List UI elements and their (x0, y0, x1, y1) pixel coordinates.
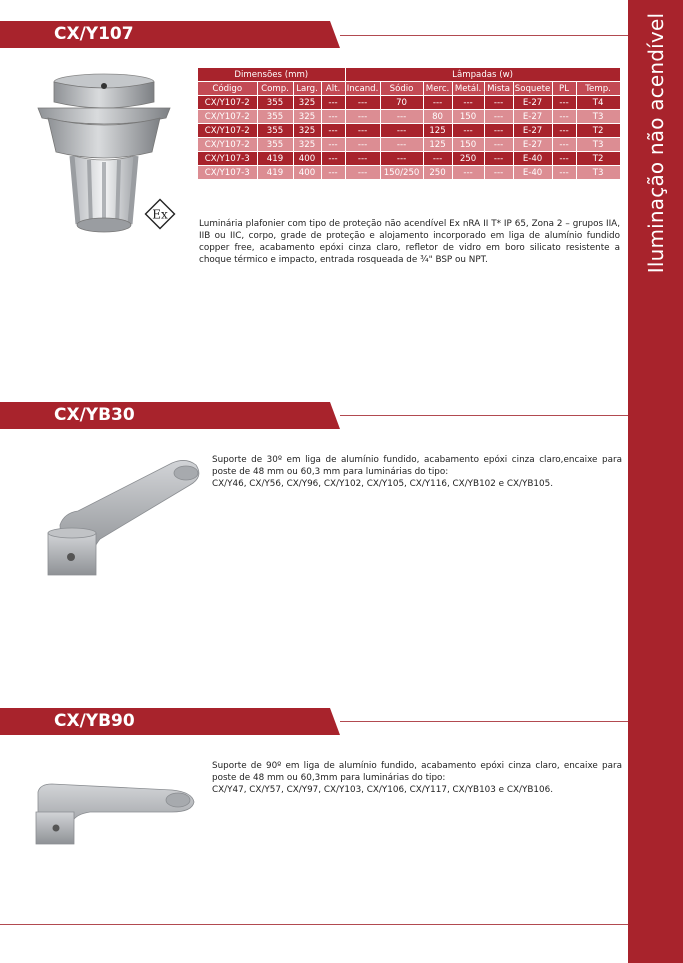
table-cell: --- (321, 138, 345, 152)
table-cell: E-27 (513, 110, 552, 124)
table-cell: --- (484, 96, 513, 110)
table-cell: --- (552, 152, 576, 166)
column-header: Larg. (293, 82, 321, 96)
table-cell: --- (452, 96, 484, 110)
column-header: PL (552, 82, 576, 96)
table-cell: 400 (293, 152, 321, 166)
table-header-row (198, 82, 620, 96)
table-cell: 419 (257, 166, 293, 180)
table-cell: --- (552, 138, 576, 152)
table-cell: --- (380, 124, 423, 138)
table-cell: T2 (576, 124, 620, 138)
table-row (198, 152, 620, 166)
table-cell: --- (321, 166, 345, 180)
table-cell: 125 (423, 124, 452, 138)
table-cell: 70 (380, 96, 423, 110)
table-cell: --- (345, 110, 380, 124)
table-row (198, 124, 620, 138)
table-cell: --- (452, 124, 484, 138)
table-cell: --- (423, 152, 452, 166)
table-cell: --- (552, 96, 576, 110)
column-header: Merc. (423, 82, 452, 96)
description-cx-y107 (199, 218, 620, 266)
table-cell: 150 (452, 110, 484, 124)
table-cell: T4 (576, 96, 620, 110)
table-cell: 80 (423, 110, 452, 124)
table-cell: CX/Y107-2 (198, 138, 257, 152)
table-cell: 419 (257, 152, 293, 166)
table-cell: 355 (257, 110, 293, 124)
section-title-cx-yb90: CX/YB90 (0, 708, 340, 735)
table-cell: CX/Y107-2 (198, 110, 257, 124)
table-cell: CX/Y107-2 (198, 96, 257, 110)
table-cell: --- (552, 110, 576, 124)
table-cell: --- (484, 152, 513, 166)
section-title-cx-y107: CX/Y107 (0, 21, 340, 48)
table-cell: --- (484, 124, 513, 138)
table-cell: --- (345, 166, 380, 180)
table-group-header-row (198, 68, 620, 82)
table-cell: --- (321, 152, 345, 166)
column-header: Temp. (576, 82, 620, 96)
table-cell: T3 (576, 110, 620, 124)
column-header: Alt. (321, 82, 345, 96)
description-text: Luminária plafonier com tipo de proteção não acendível Ex nRA II T* IP 65, Zona 2 – grupos IIA, IIB ou IIC, corpo, grade de proteção e alojamento incorporado em liga de alumínio fundido copper free, acabamento epóxi cinza claro, refletor de vidro em boro silicato resistente a choque térmico e impacto, entrada rosqueada de ¾" BSP ou NPT. (199, 219, 620, 265)
column-header: Comp. (257, 82, 293, 96)
column-header: Sódio (380, 82, 423, 96)
footer-rule (0, 924, 628, 925)
table-cell: --- (552, 124, 576, 138)
compatible-models: CX/Y47, CX/Y57, CX/Y97, CX/Y103, CX/Y106, CX/Y117, CX/YB103 e CX/YB106. (212, 785, 554, 795)
table-cell: CX/Y107-2 (198, 124, 257, 138)
table-cell: T3 (576, 138, 620, 152)
column-header: Soquete (514, 83, 551, 94)
table-cell: --- (345, 96, 380, 110)
table-cell: 325 (293, 138, 321, 152)
table-cell: 325 (293, 110, 321, 124)
table-row (198, 110, 620, 124)
table-cell: 150/250 (380, 166, 423, 180)
section-rule (340, 415, 628, 416)
table-cell: E-27 (513, 124, 552, 138)
table-cell: --- (484, 110, 513, 124)
section-rule (340, 35, 628, 36)
table-cell: 150 (452, 138, 484, 152)
table-cell: --- (423, 96, 452, 110)
table-cell: T2 (576, 152, 620, 166)
table-cell: 355 (257, 96, 293, 110)
description-text: Suporte de 30º em liga de alumínio fundido, acabamento epóxi cinza claro,encaixe para poste de 48 mm ou 60,3 mm para luminárias do tipo: (212, 455, 622, 477)
section-title-cx-yb30: CX/YB30 (0, 402, 340, 429)
table-cell: 125 (423, 138, 452, 152)
ex-symbol-label: Ex (152, 207, 168, 222)
section-rule (340, 721, 628, 722)
table-cell: 355 (257, 124, 293, 138)
table-cell: --- (345, 152, 380, 166)
table-cell: --- (321, 96, 345, 110)
table-cell: 250 (452, 152, 484, 166)
table-row (198, 166, 620, 180)
table-cell: --- (484, 166, 513, 180)
sidebar-title: Iluminação não acendível (644, 12, 668, 274)
bracket-30-degree-image (40, 455, 210, 580)
column-header: Incand. (346, 83, 379, 94)
table-cell: E-40 (513, 152, 552, 166)
specs-table-cx-y107 (198, 68, 621, 180)
description-cx-yb30 (212, 454, 622, 490)
table-cell: --- (345, 138, 380, 152)
table-cell: 325 (293, 124, 321, 138)
ex-atex-icon (144, 198, 176, 230)
compatible-models: CX/Y46, CX/Y56, CX/Y96, CX/Y102, CX/Y105, CX/Y116, CX/YB102 e CX/YB105. (212, 479, 554, 489)
table-cell: 355 (257, 138, 293, 152)
description-cx-yb90 (212, 760, 622, 796)
table-cell: E-40 (513, 166, 552, 180)
table-cell: --- (552, 166, 576, 180)
table-cell: CX/Y107-3 (198, 152, 257, 166)
table-cell: --- (345, 124, 380, 138)
table-cell: --- (484, 138, 513, 152)
table-cell: 250 (423, 166, 452, 180)
table-row (198, 138, 620, 152)
table-cell: --- (380, 110, 423, 124)
group-header-dimensions: Dimensões (mm) (198, 68, 345, 82)
bracket-90-degree-image (30, 778, 200, 850)
table-cell: --- (321, 110, 345, 124)
table-cell: --- (380, 138, 423, 152)
table-cell: E-27 (513, 96, 552, 110)
description-text: Suporte de 90º em liga de alumínio fundido, acabamento epóxi cinza claro, encaixe para poste de 48 mm ou 60,3mm para luminárias do tipo: (212, 761, 622, 783)
column-header: Metál. (452, 82, 484, 96)
table-cell: 400 (293, 166, 321, 180)
table-cell: E-27 (513, 138, 552, 152)
table-row (198, 96, 620, 110)
group-header-lamps: Lâmpadas (w) (345, 68, 620, 82)
table-cell: --- (321, 124, 345, 138)
table-cell: T3 (576, 166, 620, 180)
column-header: Código (198, 82, 257, 96)
table-cell: --- (380, 152, 423, 166)
table-cell: 325 (293, 96, 321, 110)
table-cell: --- (452, 166, 484, 180)
column-header: Mista (484, 82, 513, 96)
table-cell: CX/Y107-3 (198, 166, 257, 180)
